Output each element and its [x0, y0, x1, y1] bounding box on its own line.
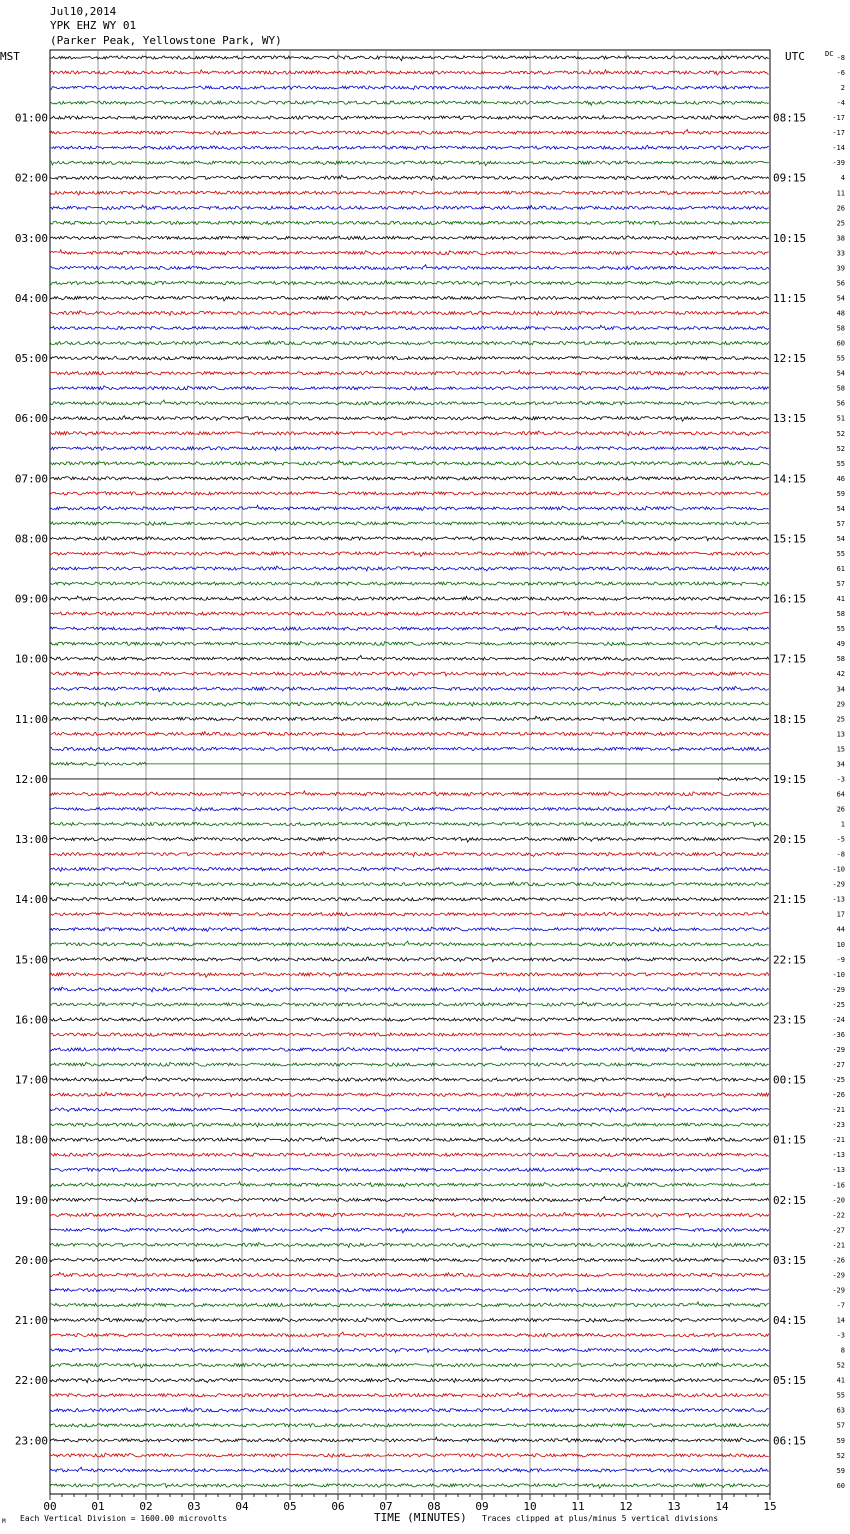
- seismic-trace: [50, 732, 769, 736]
- dc-offset-value: -3: [836, 775, 845, 784]
- x-axis-title: TIME (MINUTES): [374, 1511, 467, 1524]
- dc-offset-value: 34: [836, 685, 845, 694]
- dc-offset-value: 52: [836, 1451, 845, 1460]
- dc-offset-value: -29: [832, 1271, 845, 1280]
- seismic-trace: [50, 626, 769, 631]
- dc-offset-value: -29: [832, 985, 845, 994]
- dc-offset-value: -8: [836, 54, 845, 62]
- seismic-trace: [50, 536, 769, 541]
- seismic-trace: [50, 86, 769, 90]
- dc-offset-value: 10: [836, 940, 845, 949]
- dc-offset-value: -14: [832, 144, 845, 153]
- x-tick-label: 10: [523, 1500, 537, 1513]
- seismic-trace: [50, 1258, 769, 1261]
- x-tick-label: 15: [763, 1500, 777, 1513]
- seismic-trace: [50, 115, 769, 119]
- seismic-trace: [50, 1212, 769, 1217]
- right-hour-label: 23:15: [773, 1013, 807, 1027]
- right-hour-label: 17:15: [773, 652, 807, 666]
- seismic-trace: [50, 520, 769, 525]
- x-tick-label: 02: [139, 1500, 153, 1513]
- dc-offset-value: 59: [836, 489, 845, 498]
- dc-offset-value: 60: [836, 339, 845, 348]
- seismic-trace: [50, 296, 769, 301]
- x-tick-label: 09: [475, 1500, 489, 1513]
- seismic-trace: [50, 656, 769, 661]
- left-hour-label: 16:00: [14, 1013, 48, 1027]
- dc-offset-value: 38: [836, 234, 845, 243]
- dc-offset-value: 56: [836, 279, 845, 288]
- seismic-trace: [50, 612, 769, 616]
- left-hour-label: 19:00: [14, 1193, 48, 1207]
- right-hour-label: 19:15: [773, 772, 807, 786]
- dc-offset-value: 58: [836, 384, 845, 393]
- clip-note: Traces clipped at plus/minus 5 vertical divisions: [482, 1514, 719, 1523]
- dc-offset-value: 51: [836, 414, 845, 423]
- seismic-trace: [50, 311, 769, 316]
- right-hour-label: 15:15: [773, 532, 807, 546]
- x-tick-label: 13: [667, 1500, 681, 1513]
- dc-offset-value: 34: [836, 760, 845, 769]
- seismic-trace: [50, 1453, 769, 1457]
- x-tick-label: 12: [619, 1500, 633, 1513]
- seismic-trace: [50, 1123, 769, 1127]
- left-hour-label: 18:00: [14, 1133, 48, 1147]
- dc-offset-value: -20: [832, 1196, 845, 1205]
- seismic-trace: [50, 56, 769, 61]
- dc-offset-value: 54: [836, 369, 845, 378]
- dc-offset-value: 33: [836, 249, 845, 258]
- right-hour-label: 08:15: [773, 111, 807, 125]
- seismic-trace: [50, 791, 769, 796]
- right-hour-label: 09:15: [773, 171, 807, 185]
- seismic-trace: [50, 822, 769, 827]
- seismic-trace: [50, 191, 769, 195]
- dc-offset-value: -5: [836, 835, 845, 844]
- dc-offset-value: 59: [836, 1436, 845, 1445]
- seismic-trace: [50, 1033, 769, 1037]
- dc-offset-value: 52: [836, 1361, 845, 1370]
- dc-offset-value: -26: [832, 1091, 845, 1100]
- seismic-trace: [50, 492, 769, 496]
- seismic-trace: [50, 957, 769, 962]
- seismic-trace: [50, 1228, 769, 1233]
- dc-offset-value: 64: [836, 790, 845, 799]
- right-timezone-label: UTC: [785, 50, 805, 63]
- dc-offset-value: -13: [832, 895, 845, 904]
- dc-offset-value: 55: [836, 1391, 845, 1400]
- seismic-trace: [50, 101, 769, 106]
- dc-offset-value: 41: [836, 595, 845, 604]
- seismic-trace: [50, 175, 769, 180]
- dc-offset-value: 26: [836, 805, 845, 814]
- dc-offset-value: 57: [836, 1421, 845, 1430]
- seismic-trace: [50, 431, 769, 436]
- seismic-trace: [50, 265, 769, 270]
- dc-offset-value: -22: [832, 1211, 845, 1220]
- dc-offset-value: 54: [836, 534, 845, 543]
- seismic-trace: [50, 386, 769, 390]
- left-hour-label: 17:00: [14, 1073, 48, 1087]
- right-hour-label: 10:15: [773, 231, 807, 245]
- dc-offset-value: 49: [836, 640, 845, 649]
- dc-offset-value: -26: [832, 1256, 845, 1265]
- x-tick-label: 01: [91, 1500, 105, 1513]
- seismic-trace: [50, 747, 769, 751]
- seismic-trace: [50, 1393, 769, 1398]
- right-hour-label: 22:15: [773, 953, 807, 967]
- dc-offset-value: -29: [832, 1045, 845, 1054]
- seismic-trace: [50, 447, 769, 451]
- dc-offset-value: -25: [832, 1076, 845, 1085]
- seismic-trace: [50, 911, 769, 916]
- dc-offset-value: 8: [840, 1346, 845, 1355]
- x-tick-label: 03: [187, 1500, 201, 1513]
- seismic-trace: [50, 416, 769, 421]
- dc-offset-labels: [832, 54, 845, 1490]
- seismic-trace: [50, 1243, 769, 1248]
- seismic-trace: [50, 806, 769, 811]
- seismic-trace: [50, 852, 769, 857]
- left-hour-label: 22:00: [14, 1374, 48, 1388]
- right-hour-label: 12:15: [773, 352, 807, 366]
- seismic-trace: [50, 1408, 769, 1412]
- dc-offset-value: -8: [836, 850, 845, 859]
- right-hour-label: 21:15: [773, 893, 807, 907]
- dc-offset-value: 57: [836, 580, 845, 589]
- seismic-trace: [50, 461, 769, 465]
- dc-offset-value: 46: [836, 474, 845, 483]
- seismic-trace: [50, 1302, 769, 1307]
- x-tick-label: 11: [571, 1500, 585, 1513]
- dc-offset-value: 61: [836, 565, 845, 574]
- seismic-trace: [50, 1437, 769, 1442]
- dc-offset-value: 26: [836, 204, 845, 213]
- seismic-trace: [50, 1002, 769, 1006]
- dc-offset-value: -7: [836, 1301, 845, 1310]
- x-tick-label: 00: [43, 1500, 57, 1513]
- dc-offset-value: -21: [832, 1106, 845, 1115]
- dc-offset-value: 44: [836, 925, 845, 934]
- x-tick-label: 14: [715, 1500, 729, 1513]
- seismic-trace: [50, 1017, 769, 1021]
- right-hour-labels: [773, 112, 806, 1448]
- seismic-trace: [50, 1168, 769, 1172]
- dc-offset-value: 55: [836, 354, 845, 363]
- left-hour-label: 23:00: [14, 1434, 48, 1448]
- x-tick-label: 08: [427, 1500, 441, 1513]
- seismic-trace: [50, 205, 769, 210]
- right-hour-label: 16:15: [773, 592, 807, 606]
- seismic-trace: [50, 1062, 769, 1066]
- right-hour-label: 03:15: [773, 1253, 807, 1267]
- seismic-trace: [50, 868, 769, 872]
- right-hour-label: 02:15: [773, 1193, 807, 1207]
- left-hour-label: 14:00: [14, 893, 48, 907]
- dc-offset-value: -9: [836, 955, 845, 964]
- left-hour-label: 08:00: [14, 532, 48, 546]
- left-hour-label: 21:00: [14, 1314, 48, 1328]
- dc-offset-value: 57: [836, 519, 845, 528]
- dc-offset-value: 54: [836, 294, 845, 303]
- dc-offset-value: 29: [836, 700, 845, 709]
- seismic-trace: [50, 221, 769, 225]
- dc-offset-value: 25: [836, 219, 845, 228]
- dc-offset-header: DC: [825, 50, 834, 58]
- dc-offset-value: 1: [840, 820, 845, 829]
- seismic-trace: [50, 641, 769, 645]
- seismic-trace: [50, 716, 769, 720]
- seismic-trace: [50, 1046, 769, 1051]
- seismic-trace: [50, 1379, 769, 1383]
- seismic-trace: [50, 325, 769, 330]
- dc-offset-value: 17: [836, 910, 845, 919]
- station-location: (Parker Peak, Yellowstone Park, WY): [50, 34, 282, 47]
- seismic-trace: [50, 370, 769, 375]
- dc-offset-value: -27: [832, 1226, 845, 1235]
- dc-offset-value: 11: [836, 189, 845, 198]
- seismic-trace: [50, 987, 769, 992]
- dc-offset-value: -21: [832, 1241, 845, 1250]
- left-hour-label: 03:00: [14, 231, 48, 245]
- x-tick-label: 06: [331, 1500, 345, 1513]
- dc-offset-value: 55: [836, 625, 845, 634]
- dc-offset-value: 14: [836, 1316, 845, 1325]
- seismic-trace: [50, 356, 769, 360]
- dc-offset-value: -36: [832, 1030, 845, 1039]
- dc-offset-value: -25: [832, 1000, 845, 1009]
- station-code: YPK EHZ WY 01: [50, 19, 137, 32]
- dc-offset-value: -21: [832, 1136, 845, 1145]
- plot-date: Jul10,2014: [50, 5, 117, 18]
- x-tick-label: 05: [283, 1500, 297, 1513]
- dc-offset-value: 25: [836, 715, 845, 724]
- dc-offset-value: -3: [836, 1331, 845, 1340]
- seismic-trace: [50, 897, 769, 901]
- seismic-trace: [50, 1467, 769, 1472]
- dc-offset-value: 56: [836, 399, 845, 408]
- seismic-trace: [50, 250, 769, 255]
- seismic-trace: [50, 596, 769, 600]
- dc-offset-value: 60: [836, 1481, 845, 1490]
- seismic-trace: [717, 778, 769, 781]
- right-hour-label: 05:15: [773, 1374, 807, 1388]
- dc-offset-value: 39: [836, 264, 845, 273]
- dc-offset-value: -10: [832, 970, 845, 979]
- dc-offset-value: 48: [836, 309, 845, 318]
- corner-mark: M: [2, 1518, 6, 1525]
- dc-offset-value: 15: [836, 745, 845, 754]
- seismic-trace: [50, 161, 769, 166]
- left-hour-label: 13:00: [14, 833, 48, 847]
- right-hour-label: 18:15: [773, 712, 807, 726]
- x-tick-label: 04: [235, 1500, 249, 1513]
- left-hour-label: 20:00: [14, 1253, 48, 1267]
- seismic-trace: [50, 1288, 769, 1292]
- dc-offset-value: -39: [832, 159, 845, 168]
- seismic-trace: [50, 1332, 769, 1337]
- seismic-trace: [50, 1076, 769, 1081]
- dc-offset-value: 55: [836, 459, 845, 468]
- seismic-trace: [50, 1182, 769, 1187]
- seismic-trace: [50, 838, 769, 843]
- right-hour-label: 20:15: [773, 833, 807, 847]
- seismic-trace: [50, 1092, 769, 1097]
- dc-offset-value: -10: [832, 865, 845, 874]
- dc-offset-value: 59: [836, 1466, 845, 1475]
- seismic-trace: [50, 505, 769, 510]
- dc-offset-value: -23: [832, 1121, 845, 1130]
- seismic-trace: [50, 882, 769, 887]
- left-hour-label: 02:00: [14, 171, 48, 185]
- seismic-trace: [50, 941, 769, 946]
- seismic-trace: [50, 477, 769, 481]
- dc-offset-value: -29: [832, 880, 845, 889]
- dc-offset-value: 58: [836, 655, 845, 664]
- dc-offset-value: -13: [832, 1151, 845, 1160]
- dc-offset-value: -24: [832, 1015, 845, 1024]
- seismic-trace: [50, 671, 769, 676]
- left-hour-label: 11:00: [14, 712, 48, 726]
- dc-offset-value: -29: [832, 1286, 845, 1295]
- traces: [50, 56, 770, 1489]
- seismic-trace: [50, 973, 769, 978]
- dc-offset-value: -27: [832, 1061, 845, 1070]
- dc-offset-value: 13: [836, 730, 845, 739]
- seismic-trace: [50, 341, 769, 345]
- left-hour-label: 10:00: [14, 652, 48, 666]
- left-hour-label: 12:00: [14, 772, 48, 786]
- seismic-trace: [50, 1107, 769, 1112]
- dc-offset-value: 4: [840, 174, 845, 183]
- dc-offset-value: 42: [836, 670, 845, 679]
- seismic-trace: [50, 582, 769, 585]
- left-hour-labels: [15, 112, 48, 1448]
- seismic-trace: [50, 1318, 769, 1322]
- seismic-trace: [50, 1272, 769, 1277]
- seismic-trace: [50, 1484, 769, 1489]
- right-hour-label: 00:15: [773, 1073, 807, 1087]
- seismic-trace: [50, 400, 769, 405]
- dc-offset-value: 63: [836, 1406, 845, 1415]
- dc-offset-value: 58: [836, 610, 845, 619]
- left-timezone-label: MST: [0, 50, 20, 63]
- seismic-trace: [50, 1197, 769, 1202]
- dc-offset-value: 2: [840, 84, 845, 93]
- dc-offset-value: -13: [832, 1166, 845, 1175]
- dc-offset-value: 54: [836, 504, 845, 513]
- seismic-trace: [50, 145, 769, 150]
- vertical-division-note: Each Vertical Division = 1600.00 microvolts: [20, 1514, 228, 1523]
- right-hour-label: 01:15: [773, 1133, 807, 1147]
- seismic-trace: [50, 236, 769, 240]
- seismic-trace: [50, 552, 769, 557]
- seismic-trace: [50, 1348, 769, 1353]
- dc-offset-value: -6: [836, 69, 845, 78]
- left-hour-label: 05:00: [14, 352, 48, 366]
- seismic-trace: [50, 927, 769, 931]
- left-hour-label: 01:00: [14, 111, 48, 125]
- seismic-trace: [50, 686, 769, 691]
- left-hour-label: 07:00: [14, 472, 48, 486]
- dc-offset-value: 55: [836, 549, 845, 558]
- dc-offset-value: -17: [832, 114, 845, 123]
- right-hour-label: 11:15: [773, 291, 807, 305]
- dc-offset-value: -16: [832, 1181, 845, 1190]
- dc-offset-value: 58: [836, 324, 845, 333]
- seismic-trace: [50, 281, 769, 286]
- seismic-trace: [50, 130, 769, 135]
- left-hour-label: 15:00: [14, 953, 48, 967]
- seismic-trace: [50, 1137, 769, 1142]
- seismic-trace: [50, 70, 769, 75]
- right-hour-label: 06:15: [773, 1434, 807, 1448]
- dc-offset-value: 52: [836, 429, 845, 438]
- dc-offset-value: 52: [836, 444, 845, 453]
- left-hour-label: 04:00: [14, 291, 48, 305]
- right-hour-label: 14:15: [773, 472, 807, 486]
- dc-offset-value: 41: [836, 1376, 845, 1385]
- x-tick-label: 07: [379, 1500, 393, 1513]
- seismic-trace: [50, 1423, 769, 1427]
- right-hour-label: 13:15: [773, 412, 807, 426]
- dc-offset-value: -4: [836, 99, 845, 108]
- dc-offset-value: -17: [832, 129, 845, 138]
- seismic-trace: [50, 702, 769, 706]
- left-hour-label: 09:00: [14, 592, 48, 606]
- left-hour-label: 06:00: [14, 412, 48, 426]
- seismic-trace: [50, 1363, 769, 1368]
- right-hour-label: 04:15: [773, 1314, 807, 1328]
- seismic-trace: [50, 566, 769, 571]
- seismic-trace: [50, 1153, 769, 1157]
